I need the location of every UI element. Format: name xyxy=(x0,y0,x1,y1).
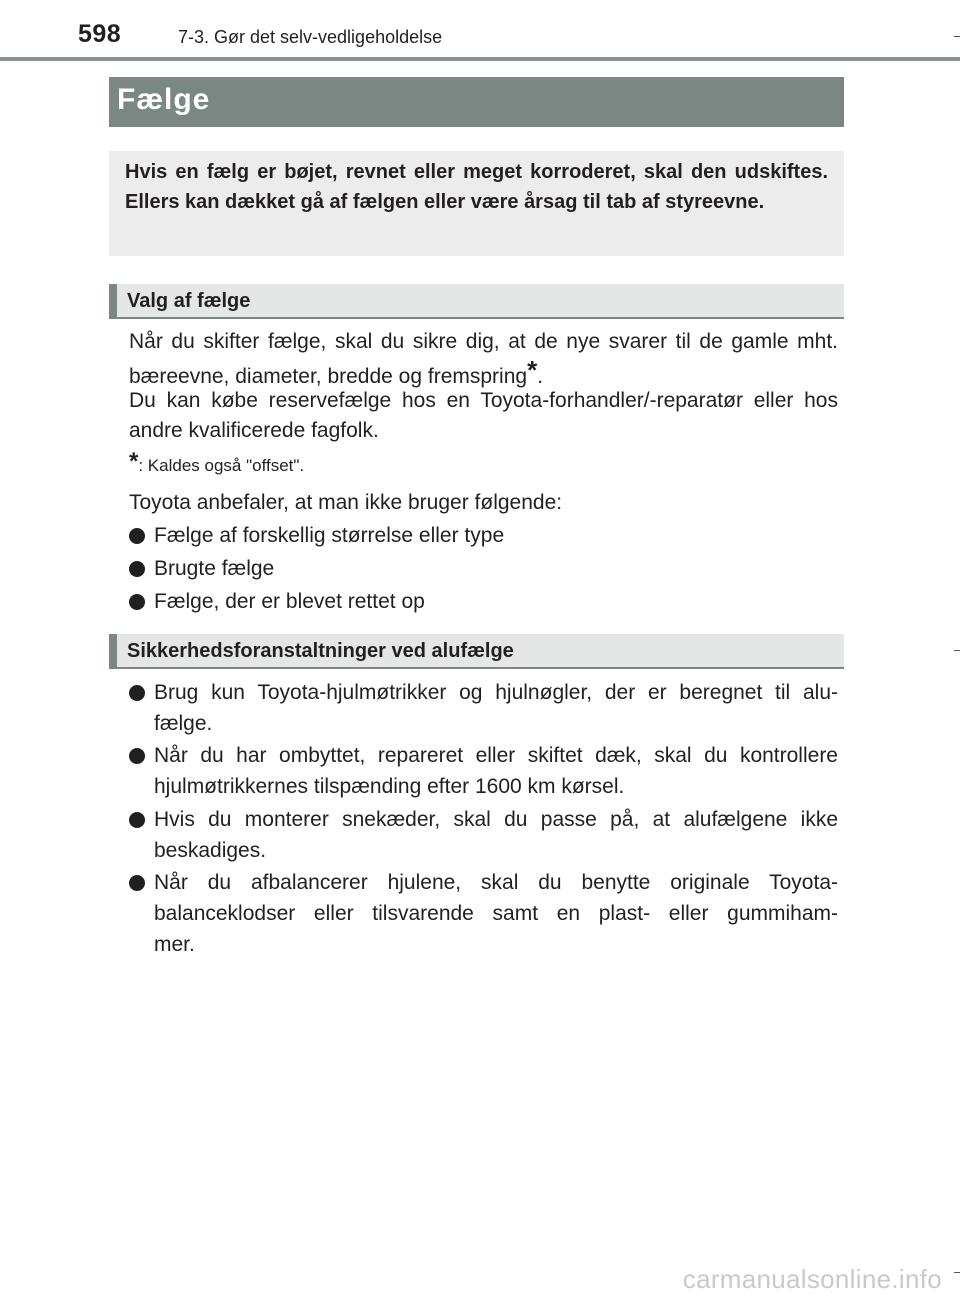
watermark: carmanualsonline.info xyxy=(682,1264,942,1294)
running-header xyxy=(0,0,960,62)
crop-tick xyxy=(954,650,960,651)
crop-tick xyxy=(954,1272,960,1273)
page-number: 598 xyxy=(78,20,122,48)
list-item xyxy=(129,677,838,739)
list-item-text: Fælge af forskellig størrelse eller type xyxy=(154,524,505,547)
paragraph-end: . xyxy=(537,364,544,388)
recommend-intro: Toyota anbefaler, at man ikke bruger følgende: xyxy=(129,491,563,514)
crop-tick xyxy=(954,36,960,37)
footnote-marker: * xyxy=(527,354,538,385)
list-item-line: balanceklodser eller tilsvarende samt en plast- eller gummiham- xyxy=(154,902,838,925)
subheading-text: Valg af fælge xyxy=(127,290,251,312)
footnote-asterisk: * xyxy=(129,448,139,475)
list-item-line: Hvis du monterer snekæder, skal du passe på, at alufælgene ikke xyxy=(154,808,838,831)
bullet-icon xyxy=(129,561,145,577)
list-item-text: Fælge, der er blevet rettet op xyxy=(154,590,425,613)
paragraph-replacement xyxy=(129,327,838,391)
bullet-icon xyxy=(129,594,145,610)
list-item xyxy=(129,553,838,584)
title-band xyxy=(109,77,844,127)
list-item xyxy=(129,804,838,866)
list-item xyxy=(129,867,838,960)
intro-text: Hvis en fælg er bøjet, revnet eller meget korroderet, skal den udskiftes. Ellers kan dækket gå af fælgen eller være årsag til tab af styreevne. xyxy=(125,161,828,213)
bullet-icon xyxy=(129,685,145,701)
footnote xyxy=(129,450,838,479)
paragraph-dealer: Du kan købe reservefælge hos en Toyota-forhandler/-reparatør eller hos andre kvalificerede fagfolk. xyxy=(129,389,838,442)
bullet-icon xyxy=(129,748,145,764)
header-rule xyxy=(0,57,960,61)
list-item-line: hjulmøtrikkernes tilspænding efter 1600 km kørsel. xyxy=(154,775,625,798)
list-item-text: Brugte fælge xyxy=(154,557,275,580)
page-title: Fælge xyxy=(117,83,211,116)
subheading-text: Sikkerhedsforanstaltninger ved alufælge xyxy=(127,640,514,662)
footnote-text: : Kaldes også "offset". xyxy=(138,456,305,475)
list-item-line: fælge. xyxy=(154,712,213,735)
list-item xyxy=(129,586,838,617)
list-item xyxy=(129,740,838,802)
list-item xyxy=(129,520,838,551)
subheading-wheel-choice xyxy=(109,284,844,319)
list-item-line: Når du afbalancerer hjulene, skal du benytte originale Toyota- xyxy=(154,871,838,894)
list-item-line: mer. xyxy=(154,933,195,956)
intro-box xyxy=(109,151,844,256)
bullet-icon xyxy=(129,812,145,828)
list-item-line: beskadiges. xyxy=(154,839,267,862)
paragraph-text: Når du skifter fælge, skal du sikre dig, at de nye svarer til de gamle mht. bæreevne, diameter, bredde og fremspring xyxy=(129,330,838,388)
bullet-icon xyxy=(129,875,145,891)
list-item-line: Brug kun Toyota-hjulmøtrikker og hjulnøgler, der er beregnet til alu- xyxy=(154,681,838,704)
section-title: 7-3. Gør det selv-vedligeholdelse xyxy=(178,27,443,47)
list-item-line: Når du har ombyttet, repareret eller skiftet dæk, skal du kontrollere xyxy=(154,744,838,767)
bullet-icon xyxy=(129,528,145,544)
subheading-alloy-precautions xyxy=(109,634,844,669)
